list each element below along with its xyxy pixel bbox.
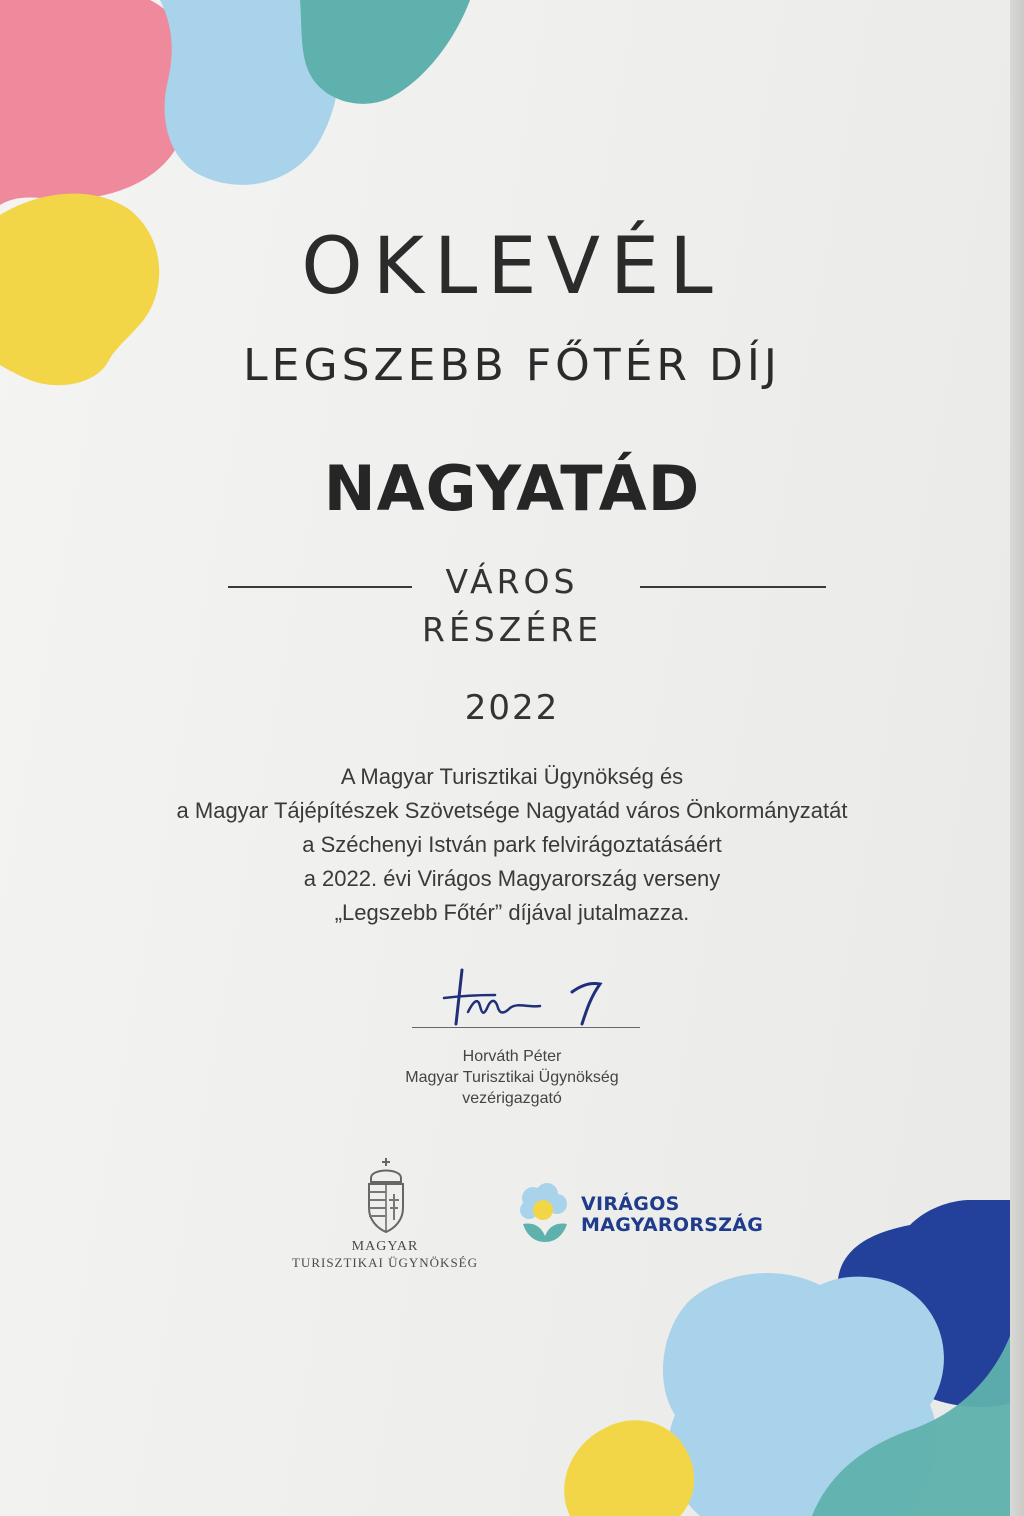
handwritten-signature [440,962,620,1032]
recipient-type: VÁROS [445,562,579,601]
signer-position: vezérigazgató [462,1090,562,1107]
certificate-body-text [0,760,1024,930]
vm-logo-line2: MAGYARORSZÁG [581,1214,764,1236]
signer-organization: Magyar Turisztikai Ügynökség [405,1069,619,1086]
recipient-name: NAGYATÁD [323,452,701,525]
mtu-logo-line2: TURISZTIKAI ÜGYNÖKSÉG [291,1255,478,1270]
certificate-title: OKLEVÉL [301,222,723,312]
for-label: RÉSZÉRE [422,610,602,649]
viragos-magyarorszag-logo-icon [515,1180,575,1248]
signer-block [0,1046,1024,1109]
bottom-right-flower-decoration [550,1200,1024,1516]
signature-line [412,1027,640,1028]
teal-leaf [300,0,470,104]
body-line: „Legszebb Főtér” díjával jutalmazza. [334,900,690,925]
coat-of-arms-icon [361,1156,411,1236]
award-year: 2022 [464,688,560,728]
vm-logo-line1: VIRÁGOS [581,1193,680,1215]
mtu-logo-line1: MAGYAR [351,1239,419,1254]
signer-name: Horváth Péter [462,1048,562,1065]
frame-edge [1010,0,1024,1516]
body-line: a Széchenyi István park felvirágoztatásáért [302,832,722,857]
body-line: a Magyar Tájépítészek Szövetsége Nagyatád város Önkormányzatát [176,798,848,823]
award-name: LEGSZEBB FŐTÉR DÍJ [243,340,781,391]
body-line: A Magyar Turisztikai Ügynökség és [340,764,684,789]
body-line: a 2022. évi Virágos Magyarország verseny [303,866,721,891]
